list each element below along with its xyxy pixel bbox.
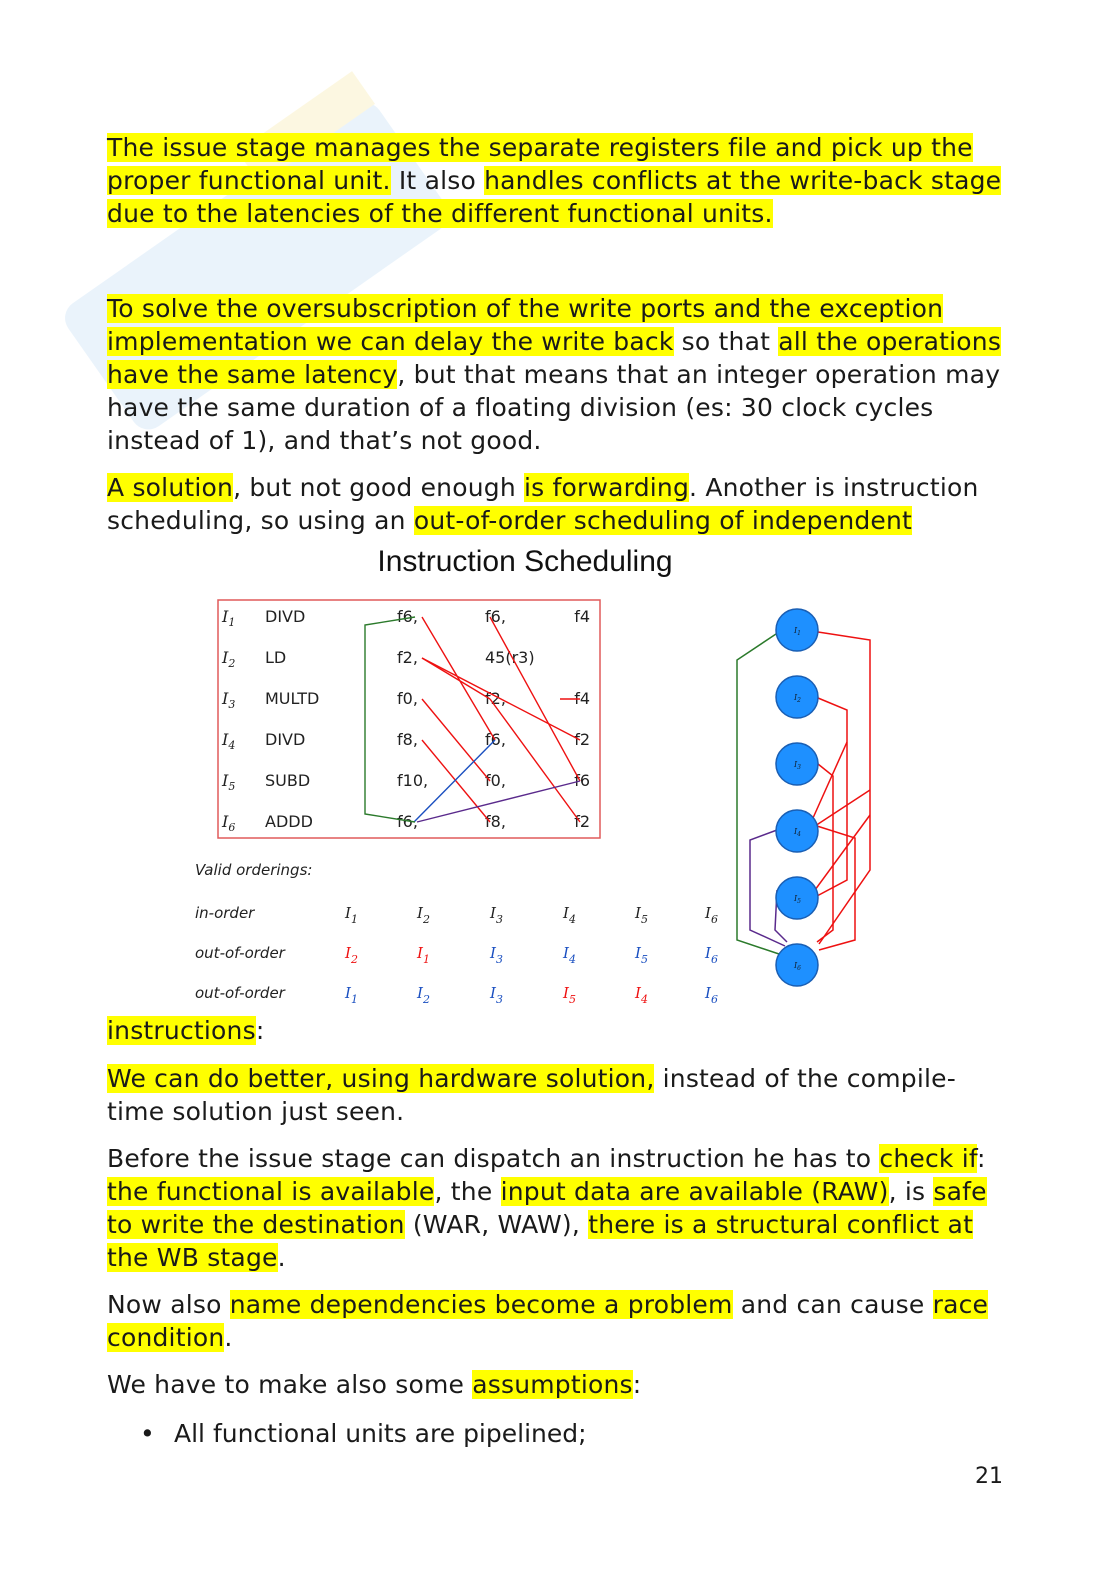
paragraph-instructions: instructions: [107,1016,265,1045]
dependency-line [422,699,490,781]
instruction-dest: f6, [397,607,418,626]
ordering-label: in-order [195,904,255,922]
graph-node-label: $I_5$ [794,894,801,905]
ordering-instruction: $I_3$ [490,944,503,966]
instruction-src1: f6, [485,607,506,626]
instruction-dest: f8, [397,730,418,749]
instruction-opcode: LD [265,648,287,667]
ordering-instruction: $I_6$ [705,904,718,926]
ordering-label: out-of-order [195,984,285,1002]
ordering-instruction: $I_6$ [705,984,718,1006]
bullet-dot-icon: • [140,1419,155,1448]
figure-title: Instruction Scheduling [377,545,673,578]
dependency-line [422,658,490,699]
graph-edge [815,815,870,890]
ordering-instruction: $I_3$ [490,984,503,1006]
instruction-table-border [218,600,600,838]
instruction-src2: f4 [574,689,590,708]
ordering-instruction: $I_2$ [345,944,358,966]
instruction-src2: f2 [574,812,590,831]
instruction-src2: f2 [574,730,590,749]
ordering-instruction: $I_2$ [417,904,430,926]
paragraph-name-dependencies: Now also name dependencies become a problem and can cause race condition. [107,1290,989,1352]
graph-node-label: $I_2$ [794,693,801,704]
instruction-id: $I_5$ [222,771,236,793]
instruction-opcode: DIVD [265,730,306,749]
instruction-src1: 45(r3) [485,648,535,667]
instruction-src1: f6, [485,730,506,749]
paragraph-issue-checks: Before the issue stage can dispatch an instruction he has to check if: the functional is available, the input data are available (RAW), is safe to write the destination (WAR, WAW), there is a structural conflict at the WB stage. [107,1144,987,1272]
graph-node-label: $I_4$ [794,827,801,838]
dependency-line [490,699,580,822]
page-number: 21 [975,1464,1003,1489]
instruction-dest: f2, [397,648,418,667]
graph-node-label: $I_1$ [794,626,801,637]
valid-orderings-label: Valid orderings: [195,861,313,879]
bullet-item: • All functional units are pipelined; [140,1419,587,1448]
paragraph-assumptions: We have to make also some assumptions: [107,1370,642,1399]
dependency-line [422,617,495,740]
instruction-id: $I_6$ [222,812,236,834]
ordering-instruction: $I_6$ [705,944,718,966]
paragraph-write-ports: To solve the oversubscription of the write ports and the exception implementation we can delay the write back so that all the operations have the same latency, but that means that an integer operation may have the same duration of a floating division (es: 30 clock cycles instead of 1), and that’s not good. [107,294,1002,455]
dependency-line [422,740,490,822]
ordering-instruction: $I_5$ [563,984,576,1006]
instruction-src2: f6 [574,771,590,790]
graph-edge [817,826,855,950]
instruction-src2: f4 [574,607,590,626]
ordering-instruction: $I_4$ [563,944,576,966]
ordering-instruction: $I_5$ [635,944,648,966]
instruction-id: $I_3$ [222,689,236,711]
ordering-instruction: $I_4$ [563,904,576,926]
ordering-instruction: $I_1$ [345,984,358,1006]
instruction-dest: f10, [397,771,429,790]
paragraph-hardware-solution: We can do better, using hardware solution, instead of the compile-time solution just seen. [107,1064,956,1126]
ordering-instruction: $I_2$ [417,984,430,1006]
instruction-id: $I_2$ [222,648,236,670]
ordering-instruction: $I_4$ [635,984,648,1006]
instruction-dest: f6, [397,812,418,831]
paragraph-issue-stage: The issue stage manages the separate registers file and pick up the proper functional unit. It also handles conflicts at the write-back stage due to the latencies of the different functional units. [107,133,1002,228]
instruction-src1: f2, [485,689,506,708]
ordering-instruction: $I_3$ [490,904,503,926]
graph-node-label: $I_3$ [794,760,801,771]
paragraph-solution: A solution, but not good enough is forwarding. Another is instruction scheduling, so using an out-of-order scheduling of independent [107,473,979,535]
instruction-src1: f0, [485,771,506,790]
instruction-id: $I_1$ [222,607,236,629]
instruction-opcode: DIVD [265,607,306,626]
instruction-id: $I_4$ [222,730,236,752]
ordering-label: out-of-order [195,944,285,962]
instruction-dest: f0, [397,689,418,708]
graph-edge [737,632,779,954]
instruction-opcode: SUBD [265,771,311,790]
ordering-instruction: $I_1$ [345,904,358,926]
graph-node-label: $I_6$ [794,961,801,972]
instruction-opcode: ADDD [265,812,313,831]
instruction-src1: f8, [485,812,506,831]
ordering-instruction: $I_1$ [417,944,430,966]
graph-edge [813,742,847,818]
instruction-opcode: MULTD [265,689,320,708]
instruction-scheduling-figure [185,590,905,1020]
ordering-instruction: $I_5$ [635,904,648,926]
